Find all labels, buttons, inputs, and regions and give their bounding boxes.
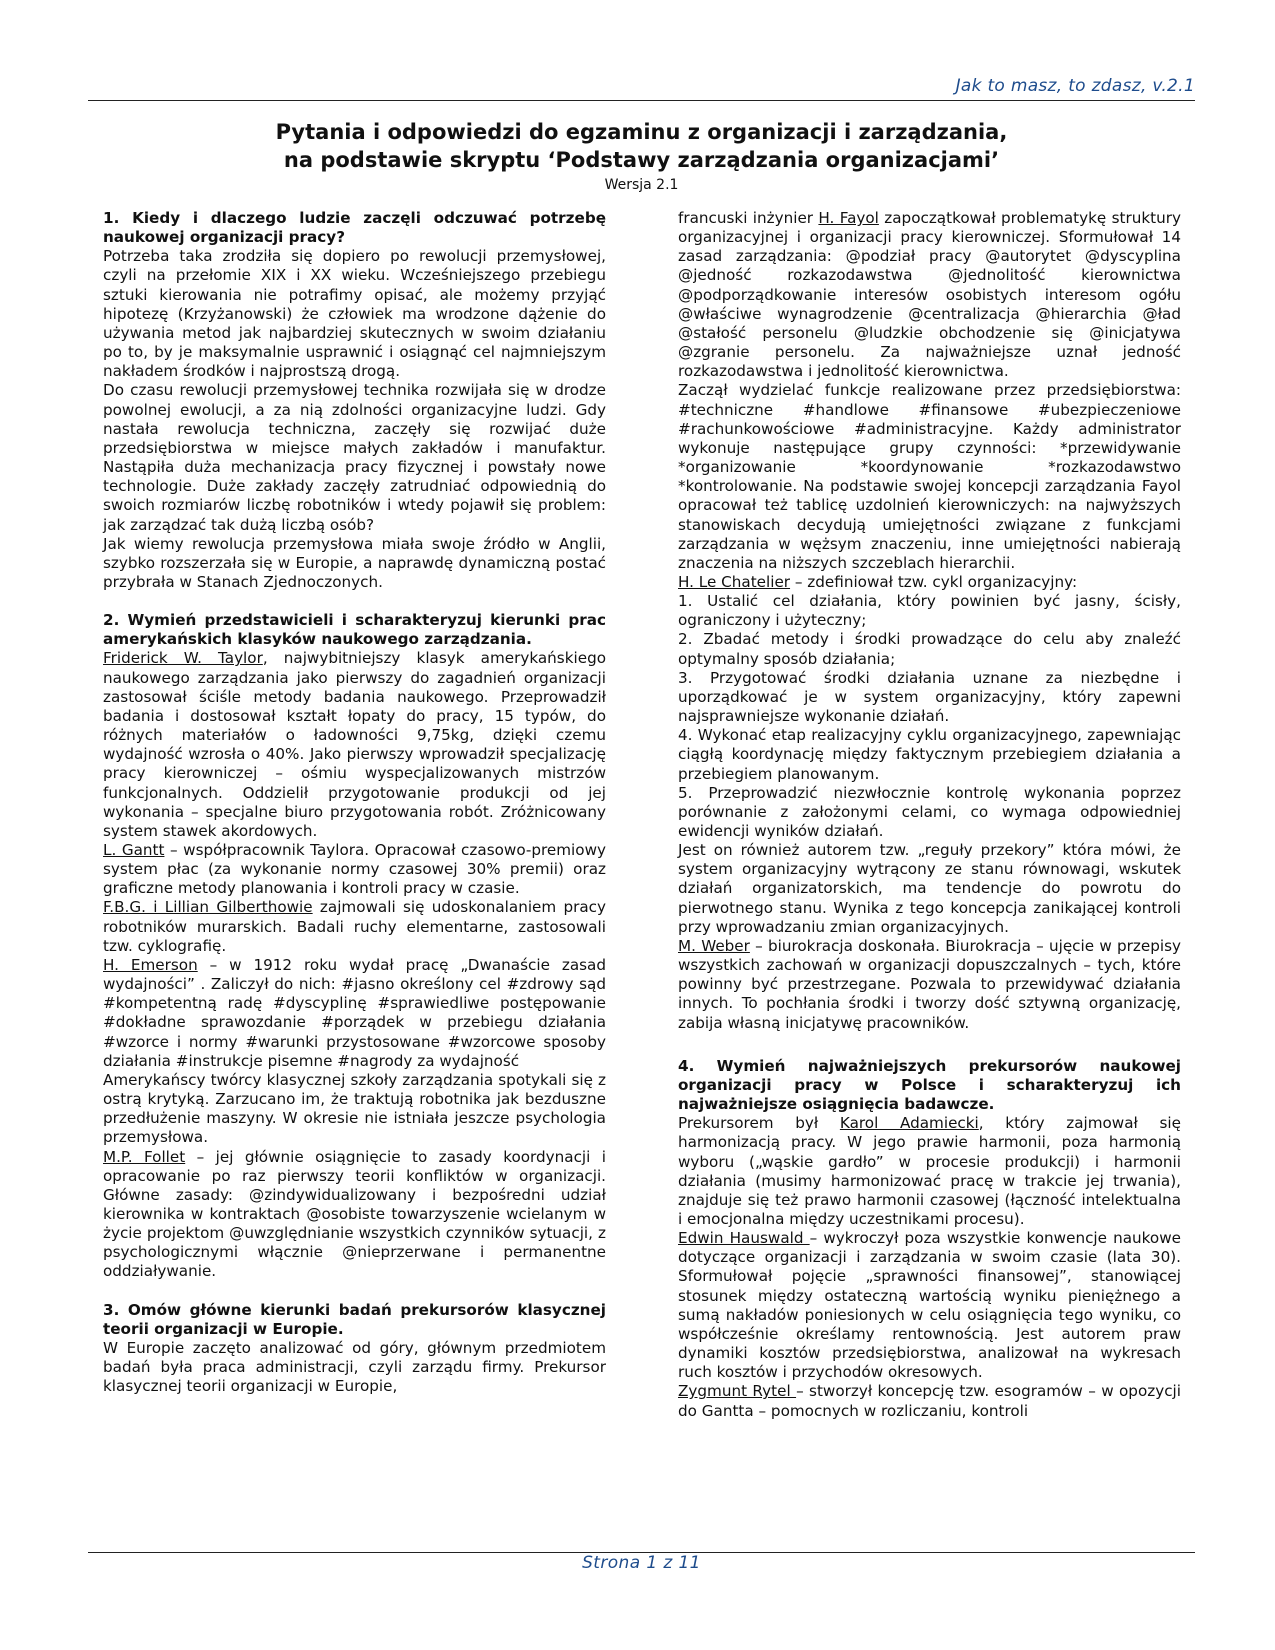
paragraph xyxy=(678,1229,1181,1382)
spacer xyxy=(103,1282,606,1301)
person-name-taylor: Friderick W. Taylor xyxy=(103,649,263,668)
paragraph-text: – w 1912 roku wydał pracę „Dwanaście zasad wydajności” . Zaliczył do nich: #jasno określony cel #zdrowy sąd #kompetentną radę #dyscyplinę #sprawiedliwe postępowanie #dokładne sprawozdanie #porządek w przebiegu działania #wzorce i normy #warunki przystosowane #wzorcowe sposoby działania #instrukcje pisemne #nagrody za wydajność xyxy=(103,955,606,1070)
paragraph-text: , który zajmował się harmonizacją pracy. W jego prawie harmonii, poza harmonią wyboru („wąskie gardło” w procesie produkcji) i harmonii działania (musimy harmonizować pracę w trakcie jej trwania), znajduje się też prawo harmonii czasowej (łączność intelektualna i emocjonalna między uczestnikami procesu). xyxy=(678,1114,1181,1228)
person-name-rytel: Zygmunt Rytel xyxy=(678,1382,797,1401)
person-name-fayol: H. Fayol xyxy=(818,209,879,227)
right-column xyxy=(678,209,1181,1421)
list-item: 4. Wykonać etap realizacyjny cyklu organizacyjnego, zapewniając ciągłą koordynację między faktycznym przebiegiem działania a przebiegiem planowanym. xyxy=(678,726,1181,783)
question-4-heading: 4. Wymień najważniejszych prekursorów naukowej organizacji pracy w Polsce i scharakteryzuj ich najważniejsze osiągnięcia badawcze. xyxy=(678,1056,1181,1114)
person-name-weber: M. Weber xyxy=(678,936,750,955)
spacer xyxy=(678,1033,1181,1057)
person-name-hauswald: Edwin Hauswald xyxy=(678,1229,810,1248)
paragraph: Jak wiemy rewolucja przemysłowa miała swoje źródło w Anglii, szybko rozszerzała się w Europie, a naprawdę dynamiczną postać przybrała w Stanach Zjednoczonych. xyxy=(103,534,606,591)
paragraph-text: , najwybitniejszy klasyk amerykańskiego naukowego zarządzania jako pierwszy do zagadnień organizacji zastosował ściśle metody badania naukowego. Przeprowadził badania i dostosował kształt łopaty do pracy, 15 typów, do różnych materiałów o ładowności 9,75kg, dzięki czemu wydajność wzrosła o 40%. Jako pierwszy wprowadził specjalizację pracy kierowniczej – ośmiu wyspecjalizowanych mistrzów funkcjonalnych. Oddzielił przygotowanie produkcji od jej wykonania – specjalne biuro przygotowania robót. Zróżnicowany system stawek akordowych. xyxy=(103,649,606,840)
paragraph xyxy=(103,956,606,1071)
running-header: Jak to masz, to zdasz, v.2.1 xyxy=(955,76,1195,96)
list-item: 3. Przygotować środki działania uznane za niezbędne i uporządkować je w system organizacyjny, który zapewni najsprawniejsze wykonanie działań. xyxy=(678,668,1181,726)
left-column xyxy=(103,209,606,1396)
paragraph xyxy=(103,841,606,898)
header-rule xyxy=(88,100,1195,101)
title-line-2: na podstawie skryptu ‘Podstawy zarządzania organizacjami’ xyxy=(283,148,1000,172)
paragraph xyxy=(103,649,606,841)
paragraph: Potrzeba taka zrodziła się dopiero po rewolucji przemysłowej, czyli na przełomie XIX i XX wieku. Wcześniejszego przebiegu sztuki kierowania nie potrafimy opisać, ale możemy przyjąć hipotezę (Krzyżanowski) że człowiek ma wrodzone dążenie do używania metod jak najbardziej skutecznych w swoim działaniu po to, by je maksymalnie usprawnić i osiągnąć cel najmniejszym nakładem środków i najprostszą drogą. xyxy=(103,247,606,381)
page-number-footer: Strona 1 z 11 xyxy=(582,1553,701,1573)
paragraph xyxy=(678,1382,1181,1420)
spacer xyxy=(103,592,606,611)
paragraph-text: zajmowali się udoskonalaniem pracy robotników murarskich. Badali ruchy elementarne, zastosowali tzw. cyklografię. xyxy=(103,898,606,955)
paragraph-text: – współpracownik Taylora. Opracował czasowo-premiowy system płac (za wykonanie normy czasowej 30% premii) oraz graficzne metody planowania i kontroli pracy w czasie. xyxy=(103,841,606,898)
title-line-1: Pytania i odpowiedzi do egzaminu z organizacji i zarządzania, xyxy=(275,120,1008,144)
paragraph: Do czasu rewolucji przemysłowej technika rozwijała się w drodze powolnej ewolucji, a za nią zdolności organizacyjne ludzi. Gdy nastała rewolucja techniczna, zaczęły się rozwijać duże przedsiębiorstwa w miejsce małych zakładów i manufaktur. Nastąpiła duża mechanizacja pracy fizycznej i powstały nowe technologie. Duże zakłady zaczęły zatrudniać odpowiednią do swoich rozmiarów liczbę robotników i wtedy pojawił się problem: jak zarządzać tak dużą liczbą osób? xyxy=(103,381,606,534)
person-name-gantt: L. Gantt xyxy=(103,841,165,859)
paragraph-text: francuski inżynier xyxy=(678,209,819,227)
paragraph xyxy=(103,898,606,955)
person-name-le-chatelier: H. Le Chatelier xyxy=(678,572,791,591)
paragraph-text: Prekursorem był xyxy=(678,1114,840,1133)
paragraph xyxy=(678,209,1181,381)
person-name-gilbreth: F.B.G. i Lillian Gilberthowie xyxy=(103,898,313,917)
person-name-adamiecki: Karol Adamiecki xyxy=(839,1114,979,1133)
paragraph xyxy=(678,1114,1181,1229)
paragraph: Amerykańscy twórcy klasycznej szkoły zarządzania spotykali się z ostrą krytyką. Zarzucano im, że traktują robotnika jak bezduszne przedłużenie maszyny. W okresie nie istniała jeszcze psychologia przemysłowa. xyxy=(103,1070,606,1147)
paragraph: Jest on również autorem tzw. „reguły przekory” która mówi, że system organizacyjny wytrącony ze stanu równowagi, wskutek działań organizatorskich, ma tendencje do powrotu do pierwotnego stanu. Wynika z tego koncepcja zanikającej kontroli przy wprowadzaniu zmian organizacyjnych. xyxy=(678,841,1181,936)
paragraph xyxy=(103,1148,606,1282)
paragraph-text: – stworzył koncepcję tzw. esogramów – w opozycji do Gantta – pomocnych w rozliczaniu, kontroli xyxy=(678,1382,1181,1420)
person-name-emerson: H. Emerson xyxy=(103,955,198,974)
paragraph-text: zapoczątkował problematykę struktury organizacyjnej i organizacji pracy kierowniczej. Sformułował 14 zasad zarządzania: @podział pracy @autorytet @dyscyplina @jedność rozkazodawstwa @jednolitość kierownictwa @podporządkowanie interesów osobistych interesom ogółu @właściwe wynagrodzenie @centralizacja @hierarchia @ład @stałość personelu @ludzkie obchodzenie się @inicjatywa @zgranie personelu. Za najważniejsze uznał jedność rozkazodawstwa i jednolitość kierownictwa. xyxy=(678,209,1181,381)
list-item: 2. Zbadać metody i środki prowadzące do celu aby znaleźć optymalny sposób działania; xyxy=(678,630,1181,668)
question-2-heading: 2. Wymień przedstawicieli i scharakteryzuj kierunki prac amerykańskich klasyków naukowego zarządzania. xyxy=(103,611,606,649)
paragraph-text: – wykroczył poza wszystkie konwencje naukowe dotyczące organizacji i zarządzania w swoim czasie (lata 30). Sformułował pojęcie „sprawności finansowej”, stanowiącej stosunek między ostateczną wartością wyniku pieniężnego a sumą nakładów poniesionych w celu osiągnięcia tego wyniku, co współcześnie określamy rentownością. Jest autorem praw dynamiki kosztów przedsiębiorstwa, analizował na wykresach ruch kosztów i przychodów okresowych. xyxy=(678,1229,1181,1382)
question-3-heading: 3. Omów główne kierunki badań prekursorów klasycznej teorii organizacji w Europie. xyxy=(103,1300,606,1338)
paragraph xyxy=(678,573,1181,592)
person-name-follet: M.P. Follet xyxy=(103,1147,186,1166)
document-title xyxy=(88,118,1195,194)
question-1-heading: 1. Kiedy i dlaczego ludzie zaczęli odczuwać potrzebę naukowej organizacji pracy? xyxy=(103,209,606,247)
paragraph-text: – biurokracja doskonała. Biurokracja – ujęcie w przepisy wszystkich zachowań w organizacji dopuszczalnych – tych, które powinny być przestrzegane. Pozwala to przewidywać działania innych. To pochłania środki i tworzy dość sztywną organizację, zabija własną inicjatywę pracowników. xyxy=(678,936,1181,1032)
paragraph-text: – jej głównie osiągnięcie to zasady koordynacji i opracowanie po raz pierwszy teorii konfliktów w organizacji. Główne zasady: @zindywidualizowany i bezpośredni udział kierownika w kontraktach @osobiste towarzyszenie wcielanym w życie projektom @uwzględnianie wszystkich czynników sytuacji, z psychologicznymi włącznie @nieprzerwane i permanentne oddziaływanie. xyxy=(103,1147,607,1281)
list-item: 1. Ustalić cel działania, który powinien być jasny, ścisły, ograniczony i użyteczny; xyxy=(678,592,1181,630)
paragraph: Zaczął wydzielać funkcje realizowane przez przedsiębiorstwa: #techniczne #handlowe #finansowe #ubezpieczeniowe #rachunkowościowe #administracyjne. Każdy administrator wykonuje następujące grupy czynności: *przewidywanie *organizowanie *koordynowanie *rozkazodawstwo *kontrolowanie. Na podstawie swojej koncepcji zarządzania Fayol opracował też tablicę uzdolnień kierowniczych: na najwyższych stanowiskach decydują umiejętności związane z funkcjami zarządzania w wężsym znaczeniu, inne umiejętności nabierają znaczenia na niższych szczeblach hierarchii. xyxy=(678,381,1181,572)
paragraph xyxy=(678,937,1181,1033)
list-item: 5. Przeprowadzić niezwłocznie kontrolę wykonania poprzez porównanie z założonymi celami, co wymaga odpowiedniej ewidencji wyników działań. xyxy=(678,783,1181,840)
paragraph-text: – zdefiniował tzw. cykl organizacyjny: xyxy=(790,572,1078,591)
version-label: Wersja 2.1 xyxy=(604,177,679,193)
paragraph: W Europie zaczęto analizować od góry, głównym przedmiotem badań była praca administracji, czyli zarządu firmy. Prekursor klasycznej teorii organizacji w Europie, xyxy=(103,1338,606,1396)
